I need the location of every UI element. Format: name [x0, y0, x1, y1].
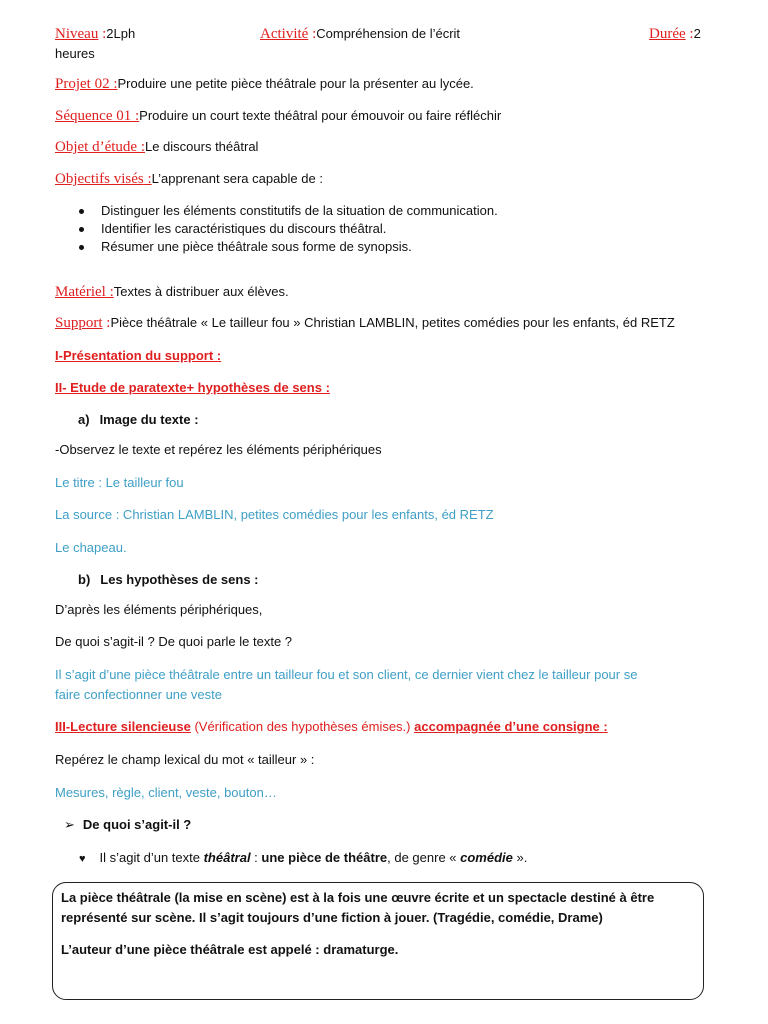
projet-value: Produire une petite pièce théâtrale pour la présenter au lycée. — [117, 76, 474, 91]
section-lecture — [55, 719, 608, 734]
answer-text-theatral: théâtral — [203, 850, 251, 865]
answer-text-3: : — [250, 850, 262, 865]
support-label: Support — [55, 315, 103, 331]
hyp-line-1: D’après les éléments périphériques, — [55, 602, 263, 617]
sequence-sep: : — [131, 108, 140, 124]
sub-a-title: Image du texte : — [99, 412, 199, 427]
section-paratexte: II- Etude de paratexte+ hypothèses de sens : — [55, 380, 330, 395]
objectifs-sep: : — [143, 171, 152, 187]
section-lecture-part2: (Vérification des hypothèses émises.) — [190, 719, 415, 734]
list-item: Identifier les caractéristiques du discours théâtral. — [55, 220, 498, 238]
heart-icon: ♥ — [79, 853, 86, 865]
answer-text-7: ». — [512, 850, 528, 865]
sequence-line — [55, 108, 501, 125]
duree-value: 2 — [693, 26, 701, 41]
duree-field — [649, 26, 701, 43]
materiel-sep: : — [105, 284, 114, 300]
box-line-1: La pièce théâtrale (la mise en scène) est à la fois une œuvre écrite et un spectacle destiné à être — [61, 890, 655, 905]
peripheral-source: La source : Christian LAMBLIN, petites comédies pour les enfants, éd RETZ — [55, 507, 494, 522]
activite-value: Compréhension de l’écrit — [316, 26, 461, 41]
niveau-label: Niveau — [55, 26, 99, 42]
duree-label: Durée — [649, 26, 686, 42]
sub-a-marker: a) — [78, 412, 90, 427]
question-line — [64, 817, 191, 833]
support-line — [55, 315, 675, 332]
duree-sep: : — [685, 26, 694, 42]
section-lecture-part3: accompagnée d’une consigne : — [414, 719, 608, 734]
section-presentation: I-Présentation du support : — [55, 348, 222, 363]
sub-a-heading — [78, 412, 199, 427]
activite-sep: : — [308, 26, 317, 42]
objectifs-value: L’apprenant sera capable de : — [151, 171, 323, 186]
answer-text-1: Il s’agit d’un texte — [99, 850, 204, 865]
sub-b-title: Les hypothèses de sens : — [100, 572, 259, 587]
answer-text-comedie: comédie — [460, 850, 513, 865]
sub-b-marker: b) — [78, 572, 91, 587]
consigne-line: Repérez le champ lexical du mot « tailleur » : — [55, 752, 315, 767]
hyp-answer-line-1: Il s’agit d’une pièce théâtrale entre un tailleur fou et son client, ce dernier vient chez le tailleur pour se — [55, 667, 638, 682]
answer-text-piece: une pièce de théâtre — [261, 850, 388, 865]
hyp-line-2: De quoi s’agit-il ? De quoi parle le texte ? — [55, 634, 293, 649]
lexical-answer: Mesures, règle, client, veste, bouton… — [55, 785, 277, 800]
activite-field — [260, 26, 460, 43]
niveau-field — [55, 26, 135, 43]
projet-label: Projet 02 — [55, 76, 110, 92]
arrow-icon: ➢ — [64, 817, 75, 832]
support-sep: : — [102, 315, 111, 331]
projet-sep: : — [109, 76, 118, 92]
materiel-value: Textes à distribuer aux élèves. — [113, 284, 289, 299]
objet-label: Objet d’étude — [55, 139, 138, 155]
objet-sep: : — [137, 139, 145, 155]
hyp-answer-line-2: faire confectionner une veste — [55, 687, 222, 702]
objectifs-line — [55, 171, 323, 188]
objectifs-label: Objectifs visés — [55, 171, 144, 187]
sequence-label: Séquence 01 — [55, 108, 132, 124]
answer-text-5: , de genre « — [387, 850, 461, 865]
definition-box — [52, 882, 704, 1000]
niveau-value: 2Lph — [106, 26, 136, 41]
activite-label: Activité — [260, 26, 309, 42]
peripheral-chapeau: Le chapeau. — [55, 540, 127, 555]
projet-line — [55, 76, 474, 93]
objet-value: Le discours théâtral — [144, 139, 259, 154]
section-lecture-part1: III-Lecture silencieuse — [55, 719, 191, 734]
answer-line — [79, 850, 527, 865]
list-item: Résumer une pièce théâtrale sous forme de synopsis. — [55, 238, 498, 256]
instruction-line: -Observez le texte et repérez les éléments périphériques — [55, 442, 382, 457]
sub-b-heading — [78, 572, 259, 587]
materiel-label: Matériel — [55, 284, 106, 300]
duree-unit: heures — [55, 46, 95, 61]
list-item: Distinguer les éléments constitutifs de la situation de communication. — [55, 202, 498, 220]
box-line-3: L’auteur d’une pièce théâtrale est appelé : dramaturge. — [61, 942, 399, 957]
objectives-list — [55, 202, 498, 256]
niveau-sep: : — [98, 26, 107, 42]
question-text: De quoi s’agit-il ? — [82, 817, 192, 832]
support-value: Pièce théâtrale « Le tailleur fou » Christian LAMBLIN, petites comédies pour les enfants, éd RETZ — [110, 315, 675, 330]
objet-line — [55, 139, 258, 156]
sequence-value: Produire un court texte théâtral pour émouvoir ou faire réfléchir — [139, 108, 502, 123]
box-line-2: représenté sur scène. Il s’agit toujours d’une fiction à jouer. (Tragédie, comédie, Drame) — [61, 910, 603, 925]
materiel-line — [55, 284, 289, 301]
peripheral-title: Le titre : Le tailleur fou — [55, 475, 184, 490]
